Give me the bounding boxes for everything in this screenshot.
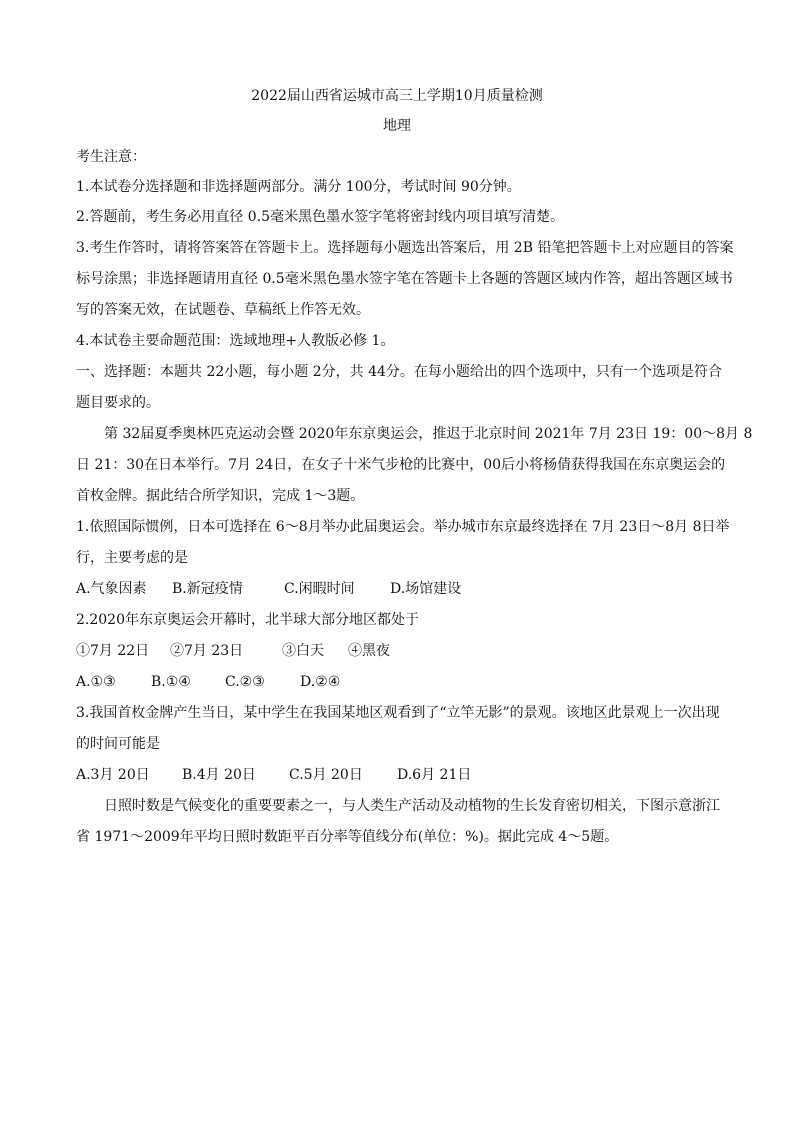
passage-1-line-1: 第 32届夏季奥林匹克运动会暨 2020年东京奥运会，推迟于北京时间 2021年 7月 23日 19：00～8月 8 bbox=[104, 426, 753, 442]
question-2-stem: 2.2020年东京奥运会开幕时，北半球大部分地区都处于 bbox=[76, 612, 419, 628]
passage-2-line-1: 日照时数是气候变化的重要要素之一，与人类生产活动及动植物的生长发育密切相关，下图示意浙江 bbox=[104, 798, 720, 814]
question-3-line-1: 3.我国首枚金牌产生当日，某中学生在我国某地区观看到了“立竿无影”的景观。该地区此景观上一次出现 bbox=[76, 705, 720, 721]
q3-option-c: C.5月 20日 bbox=[289, 767, 363, 783]
q2-option-b: B.①④ bbox=[151, 674, 191, 690]
question-2-items bbox=[76, 641, 390, 661]
notice-item-1: 1.本试卷分选择题和非选择题两部分。满分 100分，考试时间 90分钟。 bbox=[76, 179, 521, 195]
q1-option-d: D.场馆建设 bbox=[390, 581, 462, 597]
q2-item-1: ①7月 22日 bbox=[76, 643, 150, 659]
q2-option-a: A.①③ bbox=[76, 674, 116, 690]
subject-title: 地理 bbox=[383, 118, 411, 134]
exam-title: 2022届山西省运城市高三上学期10月质量检测 bbox=[251, 88, 543, 104]
q2-item-4: ④黑夜 bbox=[348, 643, 390, 659]
notice-item-2: 2.答题前，考生务必用直径 0.5毫米黑色墨水签字笔将密封线内项目填写清楚。 bbox=[76, 209, 565, 225]
q3-option-b: B.4月 20日 bbox=[182, 767, 256, 783]
q3-option-d: D.6月 21日 bbox=[397, 767, 472, 783]
q2-item-2: ②7月 23日 bbox=[170, 643, 244, 659]
q2-item-3: ③白天 bbox=[282, 643, 324, 659]
section-1-instructions-line-1: 一、选择题：本题共 22小题，每小题 2分，共 44分。在每小题给出的四个选项中，只有一个选项是符合 bbox=[76, 364, 722, 380]
passage-1-line-3: 首枚金牌。据此结合所学知识，完成 1～3题。 bbox=[76, 488, 365, 504]
passage-2-line-2: 省 1971～2009年平均日照时数距平百分率等值线分布(单位：%)。据此完成 4～5题。 bbox=[76, 829, 619, 845]
question-1-line-1: 1.依照国际惯例，日本可选择在 6～8月举办此届奥运会。举办城市东京最终选择在 7月 23日～8月 8日举 bbox=[76, 519, 730, 535]
notice-item-3-line-2: 标号涂黑；非选择题请用直径 0.5毫米黑色墨水签字笔在答题卡上各题的答题区域内作答，超出答题区域书 bbox=[76, 271, 733, 287]
section-1-instructions-line-2: 题目要求的。 bbox=[76, 395, 160, 411]
q1-option-c: C.闲暇时间 bbox=[284, 581, 355, 597]
q2-option-c: C.②③ bbox=[225, 674, 265, 690]
q1-option-b: B.新冠疫情 bbox=[172, 581, 243, 597]
q1-option-a: A.气象因素 bbox=[76, 581, 147, 597]
q2-option-d: D.②④ bbox=[300, 674, 341, 690]
question-3-options bbox=[76, 765, 471, 785]
notice-item-4: 4.本试卷主要命题范围：选域地理+人教版必修 1。 bbox=[76, 333, 395, 349]
notice-item-3-line-3: 写的答案无效，在试题卷、草稿纸上作答无效。 bbox=[76, 302, 370, 318]
passage-1-line-2: 日 21：30在日本举行。7月 24日，在女子十米气步枪的比赛中，00后小将杨倩获得我国在东京奥运会的 bbox=[76, 457, 726, 473]
q3-option-a: A.3月 20日 bbox=[76, 767, 150, 783]
question-1-line-2: 行，主要考虑的是 bbox=[76, 550, 188, 566]
question-1-options bbox=[76, 579, 461, 599]
notice-heading: 考生注意： bbox=[76, 149, 146, 165]
question-3-line-2: 的时间可能是 bbox=[76, 736, 160, 752]
notice-item-3-line-1: 3.考生作答时，请将答案答在答题卡上。选择题每小题选出答案后，用 2B 铅笔把答题卡上对应题目的答案 bbox=[76, 240, 734, 256]
question-2-options bbox=[76, 672, 340, 692]
